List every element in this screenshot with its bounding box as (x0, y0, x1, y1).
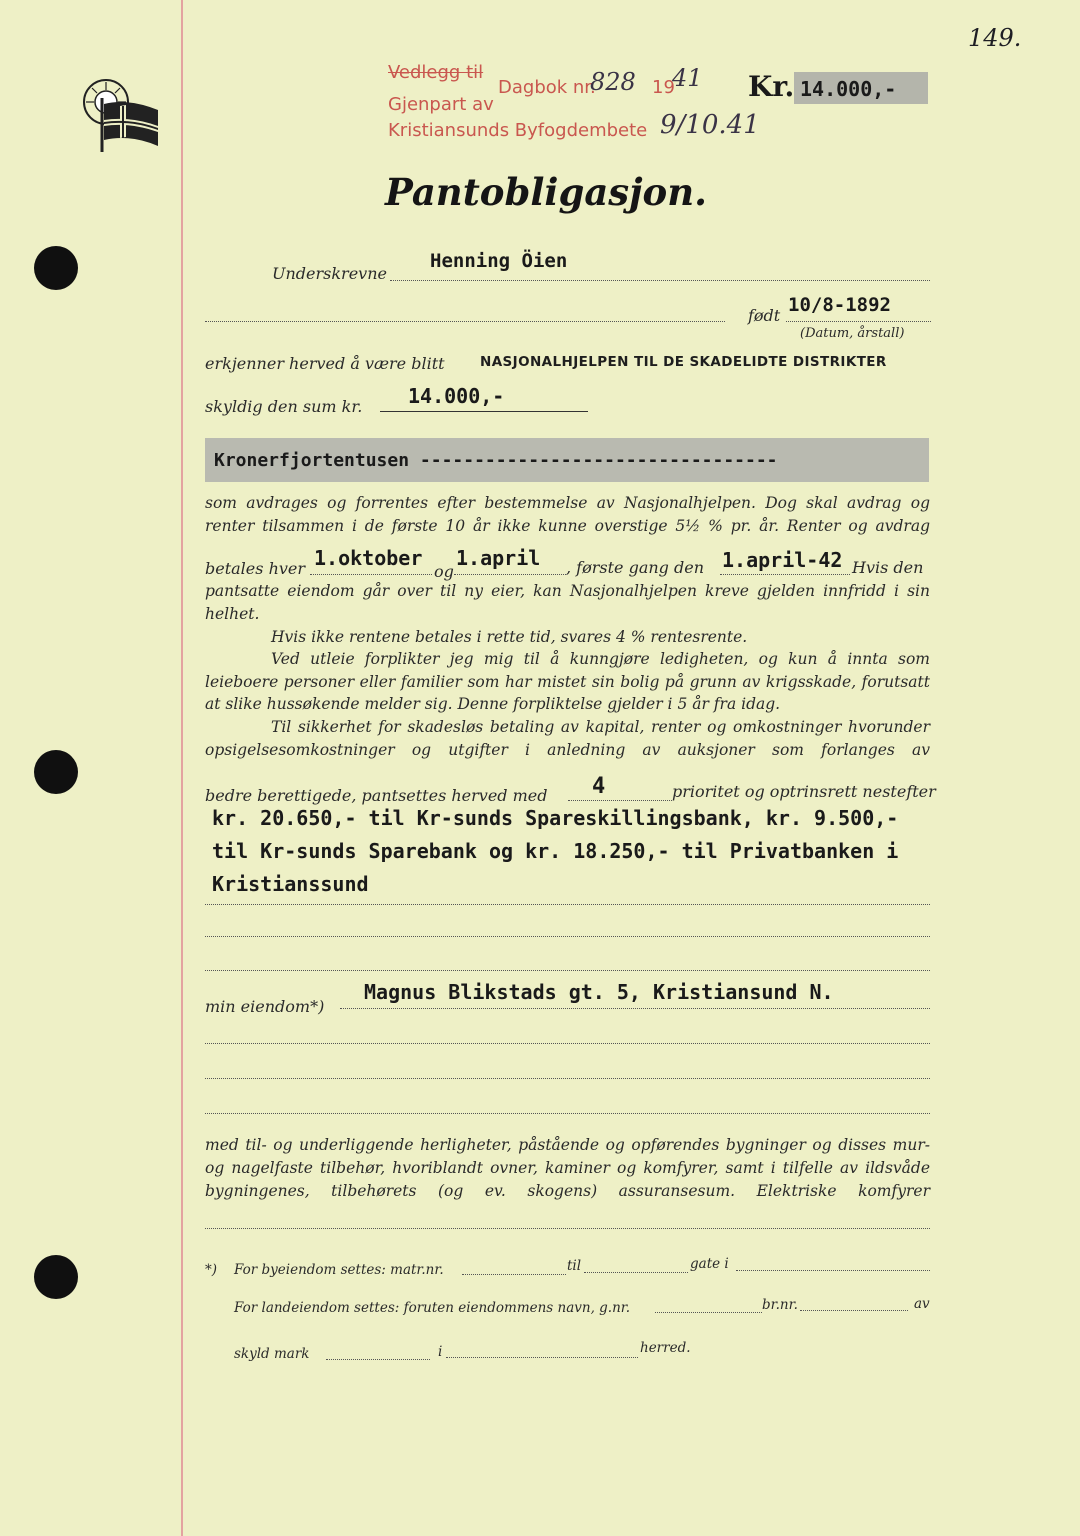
prioritet-before: bedre berettigede, pantsettes herved med (205, 786, 548, 805)
skyld-line (326, 1359, 430, 1360)
priority-line-3: Kristianssund (212, 872, 369, 896)
hvis-den-label: Hvis den (852, 558, 924, 577)
betales-hver-label: betales hver (205, 559, 306, 578)
blank-line (205, 1228, 930, 1229)
nasjonalhjelpen-logo (80, 76, 164, 156)
skyldig-line (380, 411, 588, 412)
punch-hole (34, 750, 78, 794)
gate-line (736, 1270, 930, 1271)
creditor-name: NASJONALHJELPEN TIL DE SKADELIDTE DISTRIKTER (480, 354, 887, 370)
underskrevne-label: Underskrevne (272, 264, 387, 283)
priority-line-1: kr. 20.650,- til Kr-sunds Spareskillingsbank, kr. 9.500,- (212, 806, 899, 830)
gate-label: gate i (690, 1256, 729, 1272)
datum-note: (Datum, årstall) (800, 326, 905, 341)
terms-paragraph: som avdrages og forrentes efter bestemmelse av Nasjonalhjelpen. Dog skal avdrag og renter tilsammen i de første 10 år ikke kunne overstige 5½ % pr. år. Renter og avdrag (205, 494, 930, 535)
i-label: i (438, 1344, 443, 1360)
fodt-label: født (748, 306, 781, 325)
blank-line (205, 1113, 930, 1114)
amount-value: 14.000,- (800, 77, 897, 101)
brnr-line (800, 1310, 908, 1311)
margin-line (181, 0, 183, 1536)
office-label: Kristiansunds Byfogdembete (388, 120, 648, 141)
underskrevne-name: Henning Öien (430, 250, 568, 272)
til-label: til (567, 1258, 582, 1274)
eiendom-line (340, 1008, 930, 1009)
fodt-date: 10/8-1892 (788, 294, 891, 316)
herred-label: herred. (640, 1340, 691, 1356)
footnote-mark: *) (205, 1262, 218, 1278)
av-label: av (914, 1296, 930, 1312)
date1-line (310, 574, 432, 575)
date2-line (454, 574, 566, 575)
blank-line (205, 1043, 930, 1044)
prioritet-line (568, 800, 672, 801)
erkjenner-label: erkjenner herved å være blitt (205, 354, 445, 373)
blank-line (205, 321, 725, 322)
matr-line (462, 1274, 566, 1275)
amount-label: Kr. (748, 70, 795, 103)
payment-date-2: 1.april (456, 546, 541, 570)
eiendom-address: Magnus Blikstads gt. 5, Kristiansund N. (364, 980, 834, 1004)
page-number: 149. (968, 24, 1022, 52)
payment-date-1: 1.oktober (314, 546, 423, 570)
byeiendom-label: For byeiendom settes: matr.nr. (234, 1262, 444, 1278)
skyldig-label: skyldig den sum kr. (205, 397, 363, 416)
transfer-paragraph: pantsatte eiendom går over til ny eier, kan Nasjonalhjelpen kreve gjelden innfridd i sin helhet. (205, 582, 930, 623)
prioritet-after: prioritet og optrinsrett nestefter (672, 782, 936, 801)
date-handwritten: 9/10.41 (660, 110, 760, 140)
page-title: Pantobligasjon. (385, 170, 707, 214)
skyld-mark-label: skyld mark (234, 1346, 310, 1362)
fodt-line (786, 321, 931, 322)
closing-paragraph: med til- og underliggende herligheter, påstående og opførendes bygninger og disses mur- og nagelfaste tilbehør, hvoriblandt ovner, kaminer og komfyrer, samt i tilfelle av ildsvåde bygningenes, tilbehørets (og ev. skogens) assuransesum. Elektriske komfyrer (205, 1136, 930, 1200)
gnr-line (655, 1312, 762, 1313)
first-payment-date: 1.april-42 (722, 548, 843, 572)
amount-in-words: Kronerfjortentusen --------------------------------- (214, 450, 778, 471)
herred-line (446, 1357, 638, 1358)
first-date-line (720, 574, 850, 575)
blank-line (205, 936, 930, 937)
gjenpart-av-label: Gjenpart av (388, 94, 494, 115)
blank-line (205, 970, 930, 971)
blank-line (205, 904, 930, 905)
blank-line (205, 1078, 930, 1079)
eiendom-label: min eiendom*) (205, 997, 325, 1016)
skyldig-amount: 14.000,- (408, 384, 505, 408)
interest-paragraph: Hvis ikke rentene betales i rette tid, svares 4 % rentesrente. (271, 628, 748, 646)
dagbok-label: Dagbok nr. (498, 77, 596, 98)
vedlegg-til-label: Vedlegg til (388, 62, 484, 83)
rental-paragraph: Ved utleie forplikter jeg mig til å kunngjøre ledigheten, og kun å innta som leieboere personer eller familier som har mistet sin bolig på grunn av krigsskade, forutsatt at slike hussøkende melder sig. Denne forpliktelse gjelder i 5 år fra idag. (205, 650, 930, 713)
dagbok-number: 828 (590, 68, 636, 96)
prioritet-number: 4 (592, 774, 606, 799)
underskrevne-line (390, 280, 930, 281)
punch-hole (34, 1255, 78, 1299)
til-line (584, 1272, 688, 1273)
security-paragraph: Til sikkerhet for skadesløs betaling av kapital, renter og omkostninger hvorunder opsigelsesomkostninger og utgifter i anledning av auksjoner som forlanges av (205, 718, 930, 759)
punch-hole (34, 246, 78, 290)
year-suffix: 41 (672, 64, 703, 92)
flag-emblem-icon (80, 76, 164, 156)
landeiendom-label: For landeiendom settes: foruten eiendommens navn, g.nr. (234, 1300, 631, 1316)
forste-gang-label: , første gang den (566, 558, 704, 577)
year-prefix: 19 (652, 77, 675, 98)
priority-line-2: til Kr-sunds Sparebank og kr. 18.250,- til Privatbanken i (212, 839, 899, 863)
brnr-label: br.nr. (762, 1297, 798, 1313)
og-label: og (434, 562, 454, 581)
